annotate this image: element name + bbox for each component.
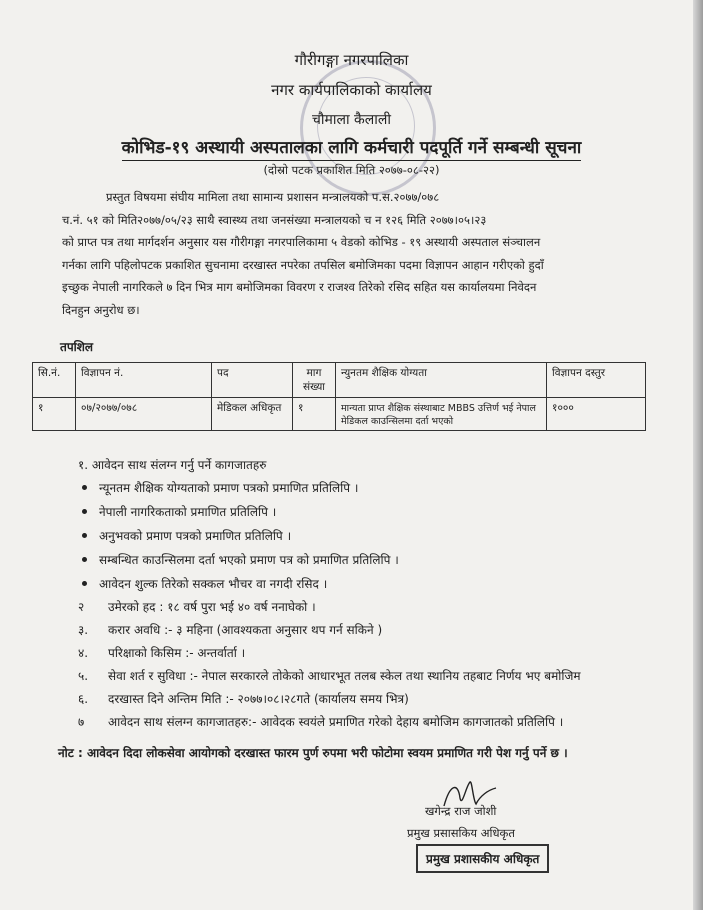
bullet-icon <box>82 581 87 586</box>
designation-stamp: प्रमुख प्रशासकीय अधिकृत <box>416 844 549 873</box>
bullet-icon <box>82 557 87 562</box>
list-item: ३. करार अवधि :- ३ महिना (आवश्यकता अनुसार थप गर्न सकिने ) <box>78 623 383 637</box>
office-location: चौमाला कैलाली <box>311 112 392 128</box>
office-name: नगर कार्यपालिकाको कार्यालय <box>271 81 432 99</box>
body-line: दिनहुन अनुरोध छ। <box>62 302 140 317</box>
table-cell: १ <box>293 398 336 431</box>
tapshil-label: तपशिल <box>60 340 94 354</box>
signatory-role: प्रमुख प्रसासकिय अधिकृत <box>407 826 515 840</box>
notice-body <box>62 186 642 321</box>
bullet-icon <box>82 485 87 490</box>
col-header: माग संख्या <box>293 363 336 398</box>
list-item: ४. परिक्षाको किसिम :- अन्तर्वार्ता । <box>78 646 246 660</box>
list-item: ७ आवेदन साथ संलग्न कागजातहरु:- आवेदक स्वयंले प्रमाणित गरेको देहाय बमोजिम कागजातको प्रतिलिपि । <box>78 715 564 729</box>
vacancy-table <box>32 362 646 431</box>
list-item: अनुभवको प्रमाण पत्रको प्रमाणित प्रतिलिपि । <box>78 527 291 544</box>
bullet-icon <box>82 509 87 514</box>
notice-subtitle: (दोस्रो पटक प्रकाशित मिति २०७७-०८-२२) <box>263 163 440 177</box>
list-item: आवेदन शुल्क तिरेको सक्कल भौचर वा नगदी रसिद । <box>78 575 327 592</box>
table-cell: मान्यता प्राप्त शैक्षिक संस्थाबाट MBBS उत्तिर्ण भई नेपाल मेडिकल काउन्सिलमा दर्ता भएको <box>336 398 547 431</box>
body-line: गर्नका लागि पहिलोपटक प्रकाशित सुचनामा दरखास्त नपरेका तपसिल बमोजिमका पदमा विज्ञापन आहान गरीएको हुदाँ <box>62 257 544 272</box>
list-item: १. आवेदन साथ संलग्न गर्नु पर्ने कागजातहरु <box>78 458 267 472</box>
list-item: सम्बन्धित काउन्सिलमा दर्ता भएको प्रमाण पत्र को प्रमाणित प्रतिलिपि । <box>78 551 399 568</box>
municipality-name: गौरीगङ्गा नगरपालिका <box>294 51 409 69</box>
list-item: ५. सेवा शर्त र सुविधा :- नेपाल सरकारले तोकेको आधारभूत तलब स्केल तथा स्थानिय तहबाट निर्णय भए बमोजिम <box>78 669 581 683</box>
table-row <box>33 398 646 431</box>
table-cell: १ <box>33 398 76 431</box>
table-cell: ०७/२०७७/०७८ <box>76 398 212 431</box>
table-cell: १००० <box>547 398 646 431</box>
body-line: इच्छुक नेपाली नागरिकले ७ दिन भित्र माग बमोजिमका विवरण र राजश्व तिरेको रसिद सहित यस कार्यालयमा निवेदन <box>62 280 537 294</box>
table-cell: मेडिकल अधिकृत <box>212 398 293 431</box>
col-header: सि.नं. <box>33 363 76 398</box>
list-item: ६. दरखास्त दिने अन्तिम मिति :- २०७७।०८।२८गते (कार्यालय समय भित्र) <box>78 692 409 706</box>
list-item: नेपाली नागरिकताको प्रमाणित प्रतिलिपि । <box>78 503 276 520</box>
col-header: विज्ञापन दस्तुर <box>547 363 646 398</box>
table-header-row <box>33 363 646 398</box>
body-line: च.नं. ५१ को मिति२०७७/०५/२३ साथै स्वास्थ्य तथा जनसंख्या मन्त्रालयको च न १२६ मिति २०७७।०५।२३ <box>62 212 487 227</box>
signatory-name: खगेन्द्र राज जोशी <box>425 804 497 818</box>
body-line: को प्राप्त पत्र तथा मार्गदर्शन अनुसार यस गौरीगङ्गा नगरपालिकामा ५ वेडको कोभिड - १९ अस्थायी अस्पताल संञ्चालन <box>62 235 541 249</box>
col-header: न्युनतम शैक्षिक योग्यता <box>336 363 547 398</box>
col-header: विज्ञापन नं. <box>76 363 212 398</box>
list-item: न्यूनतम शैक्षिक योग्यताको प्रमाण पत्रको प्रमाणित प्रतिलिपि । <box>78 479 358 496</box>
notice-title: कोभिड-१९ अस्थायी अस्पतालका लागि कर्मचारी पदपूर्ति गर्ने सम्बन्धी सूचना <box>0 135 703 158</box>
footnote: नोट : आवेदन दिदा लोकसेवा आयोगको दरखास्त फारम पुर्ण रुपमा भरी फोटोमा स्वयम प्रमाणित गरी पेश गर्नु पर्ने छ । <box>58 746 568 760</box>
bullet-icon <box>82 533 87 538</box>
col-header: पद <box>212 363 293 398</box>
list-item: २ उमेरको हद : १८ वर्ष पुरा भई ४० वर्ष ननाघेको । <box>78 600 316 614</box>
body-line: प्रस्तुत विषयमा संघीय मामिला तथा सामान्य प्रशासन मन्त्रालयको प.स.२०७७/०७८ <box>106 190 440 204</box>
